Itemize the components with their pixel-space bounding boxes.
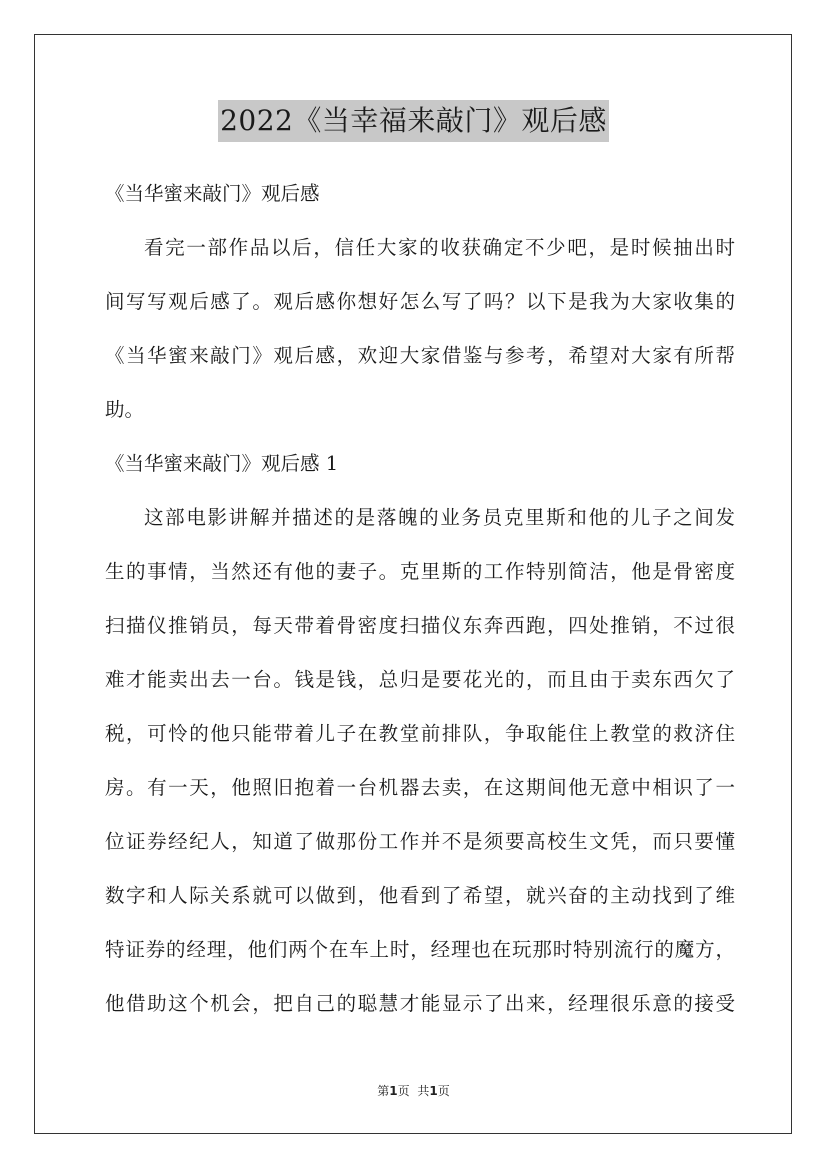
page-footer (0, 1082, 827, 1099)
paragraph-line: 看完一部作品以后，信任大家的收获确定不少吧，是时候抽出时 (144, 236, 735, 259)
paragraph-line: 位证券经纪人，知道了做那份工作并不是须要高校生文凭，而只要懂 (105, 830, 735, 853)
title-container (0, 100, 827, 142)
paragraph-line: 房。有一天，他照旧抱着一台机器去卖，在这期间他无意中相识了一 (105, 776, 735, 799)
paragraph-line: 税，可怜的他只能带着儿子在教堂前排队，争取能住上教堂的救济住 (105, 722, 735, 745)
footer-page-suffix: 页 (397, 1084, 410, 1098)
paragraph-line: 扫描仪推销员，每天带着骨密度扫描仪东奔西跑，四处推销，不过很 (105, 614, 735, 637)
paragraph-line: 特证券的经理，他们两个在车上时，经理也在玩那时特别流行的魔方， (105, 938, 735, 961)
footer-total-suffix: 页 (437, 1084, 450, 1098)
section-heading: 《当华蜜来敲门》观后感 (105, 182, 320, 205)
footer-total-pages: 1 (429, 1084, 438, 1098)
paragraph-line: 生的事情，当然还有他的妻子。克里斯的工作特别简洁，他是骨密度 (105, 560, 735, 583)
paragraph-line: 难才能卖出去一台。钱是钱，总归是要花光的，而且由于卖东西欠了 (105, 668, 735, 691)
paragraph-line: 《当华蜜来敲门》观后感，欢迎大家借鉴与参考，希望对大家有所帮 (105, 344, 735, 367)
document-title: 2022《当幸福来敲门》观后感 (218, 100, 609, 142)
paragraph-line: 间写写观后感了。观后感你想好怎么写了吗？以下是我为大家收集的 (105, 290, 735, 313)
paragraph-line: 数字和人际关系就可以做到，他看到了希望，就兴奋的主动找到了维 (105, 884, 735, 907)
paragraph-line: 这部电影讲解并描述的是落魄的业务员克里斯和他的儿子之间发 (144, 506, 735, 529)
document-body (105, 175, 735, 1039)
section-heading: 《当华蜜来敲门》观后感 1 (105, 452, 339, 475)
footer-page-prefix: 第 (377, 1084, 390, 1098)
footer-page-number: 1 (389, 1084, 398, 1098)
paragraph-line: 他借助这个机会，把自己的聪慧才能显示了出来，经理很乐意的接受 (105, 992, 735, 1015)
paragraph-line: 助。 (105, 398, 145, 421)
footer-total-prefix: 共 (417, 1084, 430, 1098)
